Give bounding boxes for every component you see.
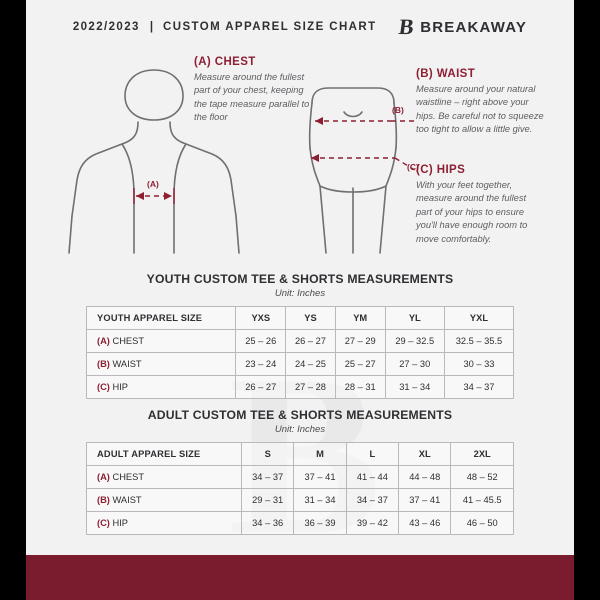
hips-instruction-title: (C) HIPS — [416, 164, 466, 176]
brand-name: BREAKAWAY — [420, 18, 528, 36]
youth-row-1-v2: 25 – 27 — [335, 353, 385, 376]
header-year: 2022/2023 — [72, 21, 140, 33]
breakaway-b-icon: B — [396, 14, 416, 39]
adult-row-1-v0: 29 – 31 — [241, 489, 293, 512]
youth-row-2-v3: 31 – 34 — [385, 376, 444, 399]
table-header-row — [87, 307, 514, 330]
chest-instruction-body: Measure around the fullest part of your chest, keeping the tape measure parallel to the floor — [194, 72, 310, 123]
adult-col-3: L — [346, 443, 398, 466]
adult-row-2-code: (C) — [97, 518, 110, 528]
youth-row-1-label — [87, 353, 236, 376]
youth-table-unit: Unit: Inches — [274, 288, 326, 299]
youth-row-0-v3: 29 – 32.5 — [385, 330, 444, 353]
youth-row-1-v0: 23 – 24 — [236, 353, 286, 376]
youth-col-2: YS — [286, 307, 336, 330]
adult-row-0-code: (A) — [97, 472, 110, 482]
youth-row-2-v2: 28 – 31 — [335, 376, 385, 399]
page-header — [26, 16, 574, 38]
adult-row-0-v2: 41 – 44 — [346, 466, 398, 489]
youth-row-0-v1: 26 – 27 — [286, 330, 336, 353]
adult-col-1: S — [241, 443, 293, 466]
adult-row-2-v4: 46 – 50 — [451, 512, 514, 535]
youth-col-1: YXS — [236, 307, 286, 330]
adult-table-unit: Unit: Inches — [274, 424, 326, 435]
youth-row-1-name: WAIST — [112, 359, 142, 369]
adult-row-2-label — [87, 512, 242, 535]
youth-col-5: YXL — [444, 307, 513, 330]
table-row — [87, 330, 514, 353]
header-separator: | — [149, 21, 154, 33]
adult-row-0-v0: 34 – 37 — [241, 466, 293, 489]
adult-row-0-v4: 48 – 52 — [451, 466, 514, 489]
youth-row-2-v4: 34 – 37 — [444, 376, 513, 399]
adult-row-0-v1: 37 – 41 — [294, 466, 346, 489]
youth-row-2-v0: 26 – 27 — [236, 376, 286, 399]
youth-table-title: YOUTH CUSTOM TEE & SHORTS MEASUREMENTS — [146, 272, 454, 286]
adult-row-1-v3: 37 – 41 — [399, 489, 451, 512]
adult-row-1-name: WAIST — [112, 495, 142, 505]
adult-col-0: ADULT APPAREL SIZE — [87, 443, 242, 466]
youth-row-0-v0: 25 – 26 — [236, 330, 286, 353]
adult-size-table — [86, 442, 514, 535]
table-header-row — [87, 443, 514, 466]
chest-tag: (A) — [147, 179, 159, 189]
adult-section — [86, 408, 514, 535]
adult-col-2: M — [294, 443, 346, 466]
youth-row-2-code: (C) — [97, 382, 110, 392]
measurement-diagram — [26, 48, 574, 273]
page-title: CUSTOM APPAREL SIZE CHART — [163, 21, 377, 33]
waist-instruction-body: Measure around your natural waistline – right above your hips. Be careful not to squeeze too tight to allow a little give. — [416, 84, 544, 135]
youth-row-2-name: HIP — [112, 382, 128, 392]
adult-row-2-v2: 39 – 42 — [346, 512, 398, 535]
waist-instruction-title: (B) WAIST — [416, 68, 476, 80]
youth-row-0-name: CHEST — [112, 336, 145, 346]
brand-logo — [396, 14, 528, 39]
adult-table-title: ADULT CUSTOM TEE & SHORTS MEASUREMENTS — [147, 408, 453, 422]
adult-row-2-v0: 34 – 36 — [241, 512, 293, 535]
adult-row-0-v3: 44 – 48 — [399, 466, 451, 489]
adult-row-1-v4: 41 – 45.5 — [451, 489, 514, 512]
youth-row-1-code: (B) — [97, 359, 110, 369]
adult-col-5: 2XL — [451, 443, 514, 466]
hips-tag: (C) — [407, 162, 419, 172]
youth-row-2-v1: 27 – 28 — [286, 376, 336, 399]
adult-row-0-label — [87, 466, 242, 489]
youth-col-4: YL — [385, 307, 444, 330]
hips-instruction — [416, 164, 544, 246]
youth-row-2-label — [87, 376, 236, 399]
table-row — [87, 376, 514, 399]
adult-row-2-name: HIP — [112, 518, 128, 528]
youth-row-1-v1: 24 – 25 — [286, 353, 336, 376]
adult-row-1-code: (B) — [97, 495, 110, 505]
adult-row-2-v3: 43 – 46 — [399, 512, 451, 535]
adult-row-2-v1: 36 – 39 — [294, 512, 346, 535]
youth-row-0-code: (A) — [97, 336, 110, 346]
adult-col-4: XL — [399, 443, 451, 466]
youth-row-0-label — [87, 330, 236, 353]
youth-row-0-v4: 32.5 – 35.5 — [444, 330, 513, 353]
adult-row-1-label — [87, 489, 242, 512]
youth-col-0: YOUTH APPAREL SIZE — [87, 307, 236, 330]
table-row — [87, 466, 514, 489]
size-chart-page — [26, 0, 574, 600]
waist-tag: (B) — [392, 105, 404, 115]
table-row — [87, 512, 514, 535]
chest-instruction-title: (A) CHEST — [194, 56, 256, 68]
adult-row-0-name: CHEST — [112, 472, 145, 482]
youth-size-table — [86, 306, 514, 399]
chest-instruction — [194, 56, 314, 125]
youth-col-3: YM — [335, 307, 385, 330]
youth-row-1-v4: 30 – 33 — [444, 353, 513, 376]
footer-bar — [26, 555, 574, 600]
table-row — [87, 489, 514, 512]
hips-instruction-body: With your feet together, measure around the fullest part of your hips to ensure you'll have enough room to move comfortably. — [416, 180, 528, 244]
youth-section — [86, 272, 514, 399]
youth-row-1-v3: 27 – 30 — [385, 353, 444, 376]
waist-instruction — [416, 68, 544, 137]
youth-row-0-v2: 27 – 29 — [335, 330, 385, 353]
adult-row-1-v2: 34 – 37 — [346, 489, 398, 512]
table-row — [87, 353, 514, 376]
adult-row-1-v1: 31 – 34 — [294, 489, 346, 512]
